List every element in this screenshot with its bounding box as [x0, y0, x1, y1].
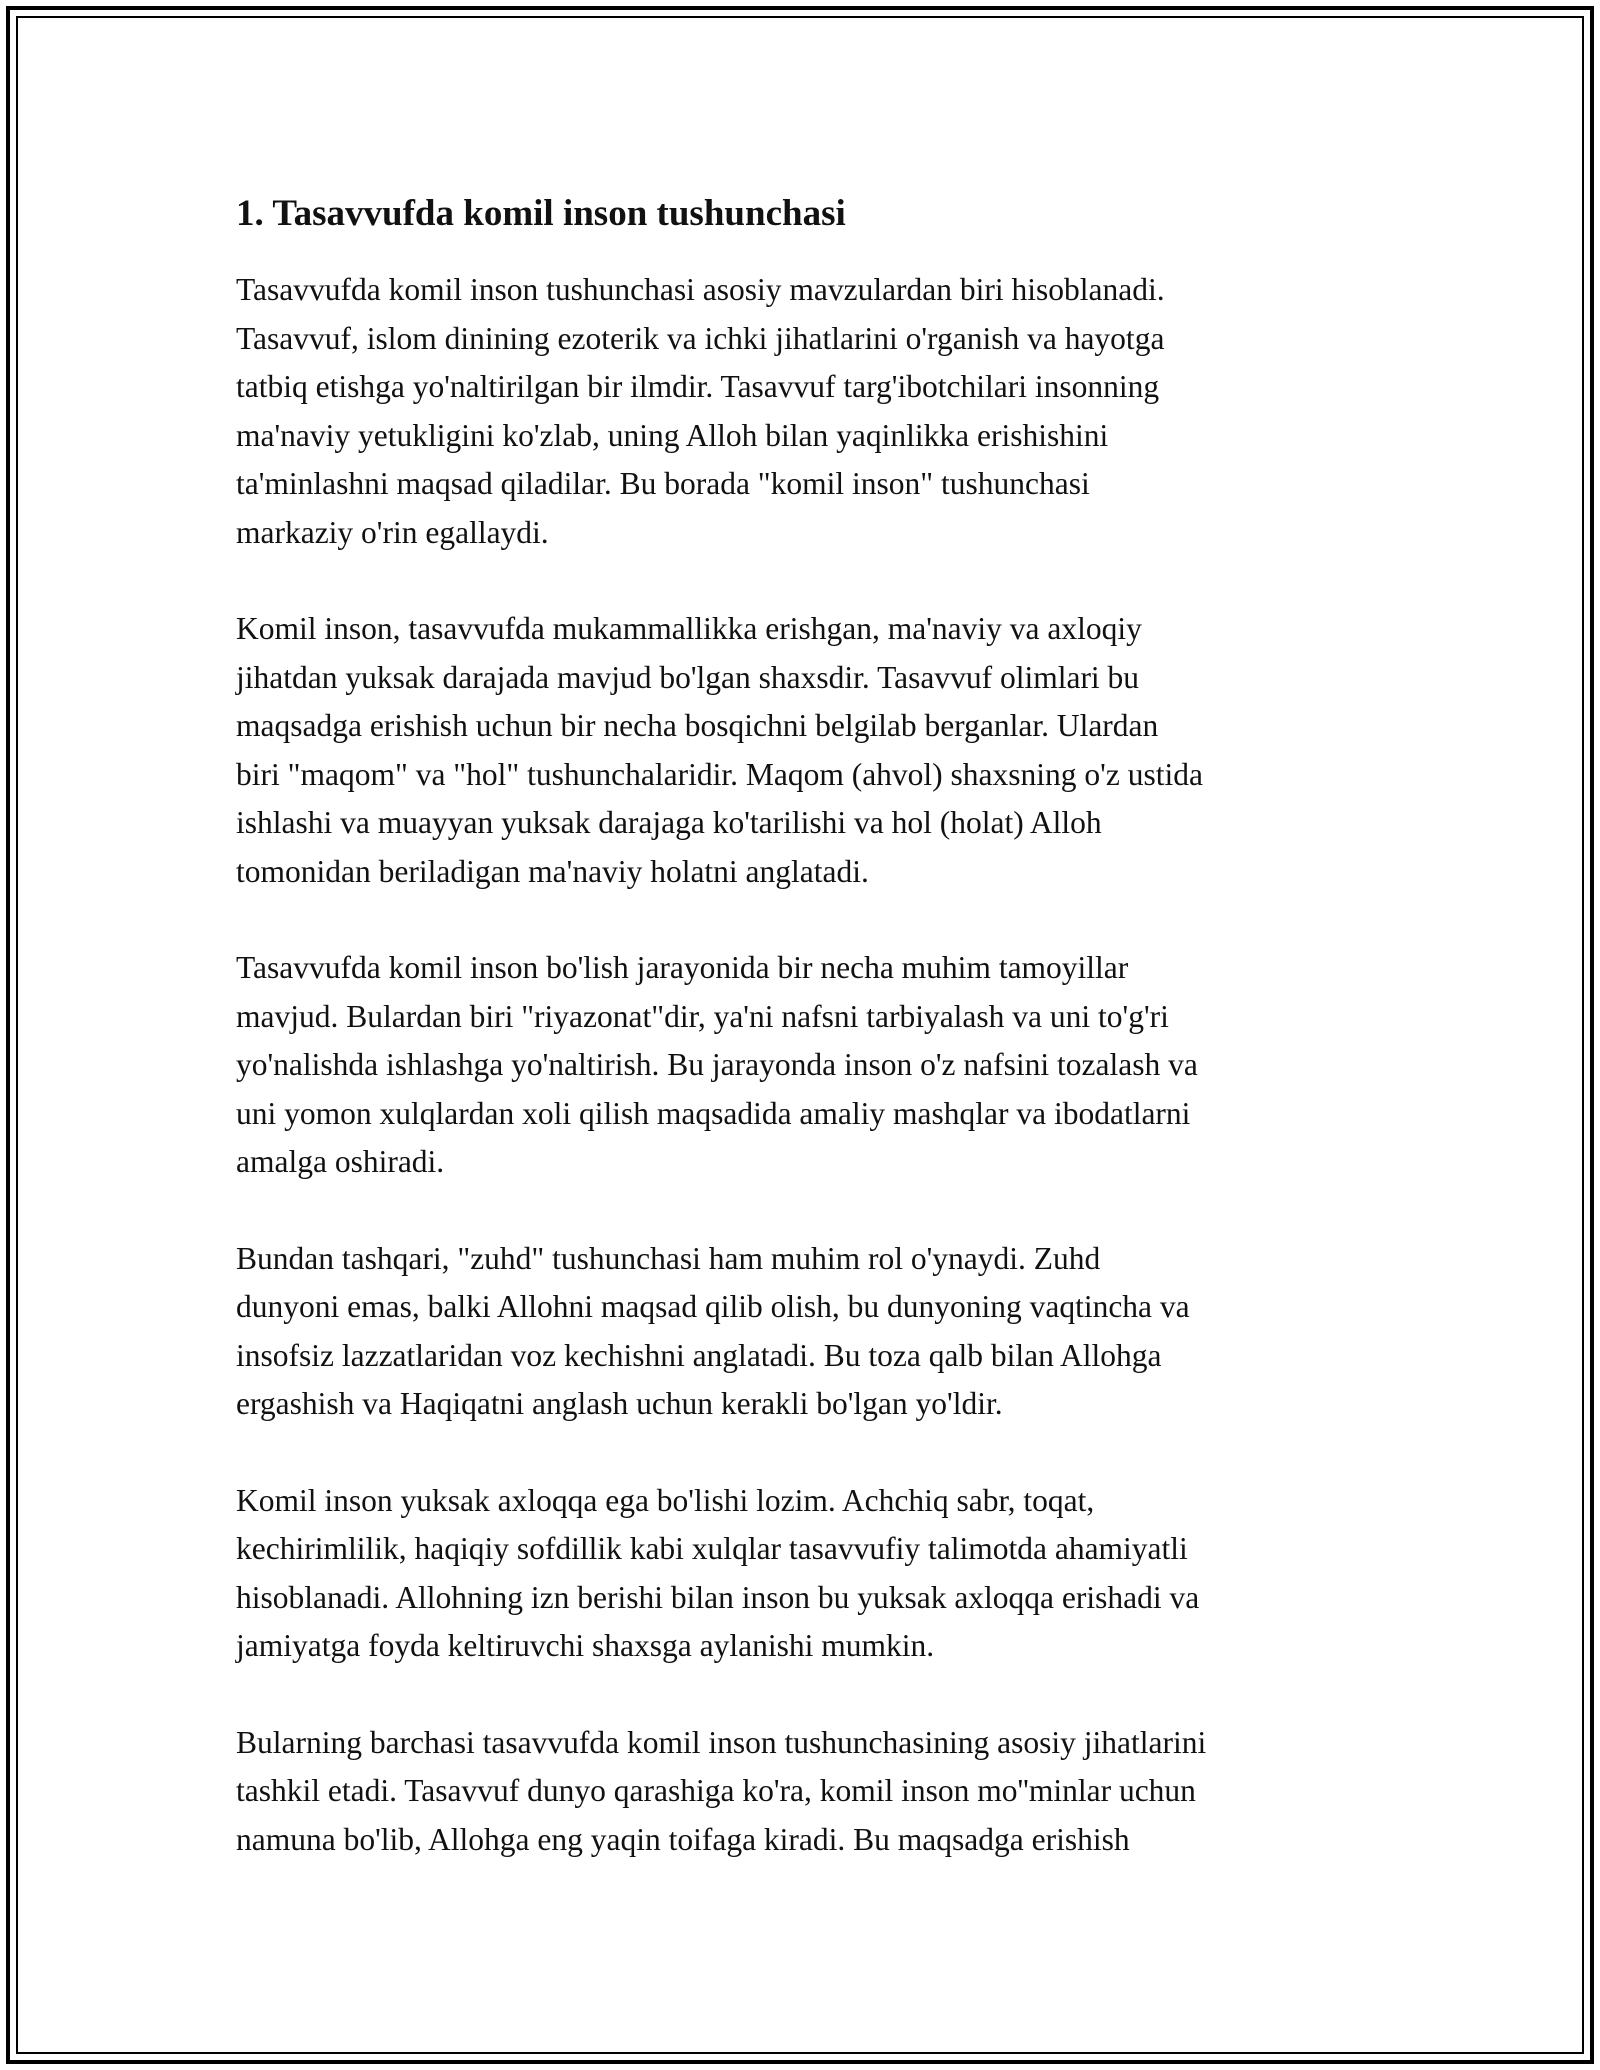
paragraph-5: Komil inson yuksak axloqqa ega bo'lishi lozim. Achchiq sabr, toqat, kechirimlilik, haqiqiy sofdillik kabi xulqlar tasavvufiy talimotda ahamiyatli hisoblanadi. Allohning izn berishi bilan inson bu yuksak axloqqa erishadi va jamiyatga foyda keltiruvchi shaxsga aylanishi mumkin. [236, 1482, 1200, 1663]
paragraph-2: Komil inson, tasavvufda mukammallikka erishgan, ma'naviy va axloqiy jihatdan yuksak darajada mavjud bo'lgan shaxsdir. Tasavvuf olimlari bu maqsadga erishish uchun bir necha bosqichni belgilab berganlar. Ulardan biri "maqom" va "hol" tushunchalaridir. Maqom (ahvol) shaxsning o'z ustida ishlashi va muayyan yuksak darajaga ko'tarilishi va hol (holat) Alloh tomonidan beriladigan ma'naviy holatni anglatadi. [236, 611, 1203, 889]
paragraph-4: Bundan tashqari, "zuhd" tushunchasi ham muhim rol o'ynaydi. Zuhd dunyoni emas, balki Allohni maqsad qilib olish, bu dunyoning vaqtincha va insofsiz lazzatlaridan voz kechishni anglatadi. Bu toza qalb bilan Allohga ergashish va Haqiqatni anglash uchun kerakli bo'lgan yo'ldir. [236, 1240, 1190, 1421]
paragraph-6: Bularning barchasi tasavvufda komil inson tushunchasining asosiy jihatlarini tashkil etadi. Tasavvuf dunyo qarashiga ko'ra, komil inson mo''minlar uchun namuna bo'lib, Allohga eng yaqin toifaga kiradi. Bu maqsadga erishish [236, 1724, 1207, 1857]
paragraph-1: Tasavvufda komil inson tushunchasi asosiy mavzulardan biri hisoblanadi. Tasavvuf, islom dinining ezoterik va ichki jihatlarini o'rganish va hayotga tatbiq etishga yo'naltirilgan bir ilmdir. Tasavvuf targ'ibotchilari insonning ma'naviy yetukligini ko'zlab, uning Alloh bilan yaqinlikka erishishini ta'minlashni maqsad qiladilar. Bu borada "komil inson" tushunchasi markaziy o'rin egallaydi. [236, 272, 1165, 550]
document-body [236, 188, 1386, 1912]
page-title: 1. Tasavvufda komil inson tushunchasi [236, 193, 846, 234]
paragraph-3: Tasavvufda komil inson bo'lish jarayonida bir necha muhim tamoyillar mavjud. Bulardan biri "riyazonat"dir, ya'ni nafsni tarbiyalash va uni to'g'ri yo'nalishda ishlashga yo'naltirish. Bu jarayonda inson o'z nafsini tozalash va uni yomon xulqlardan xoli qilish maqsadida amaliy mashqlar va ibodatlarni amalga oshiradi. [236, 950, 1198, 1179]
